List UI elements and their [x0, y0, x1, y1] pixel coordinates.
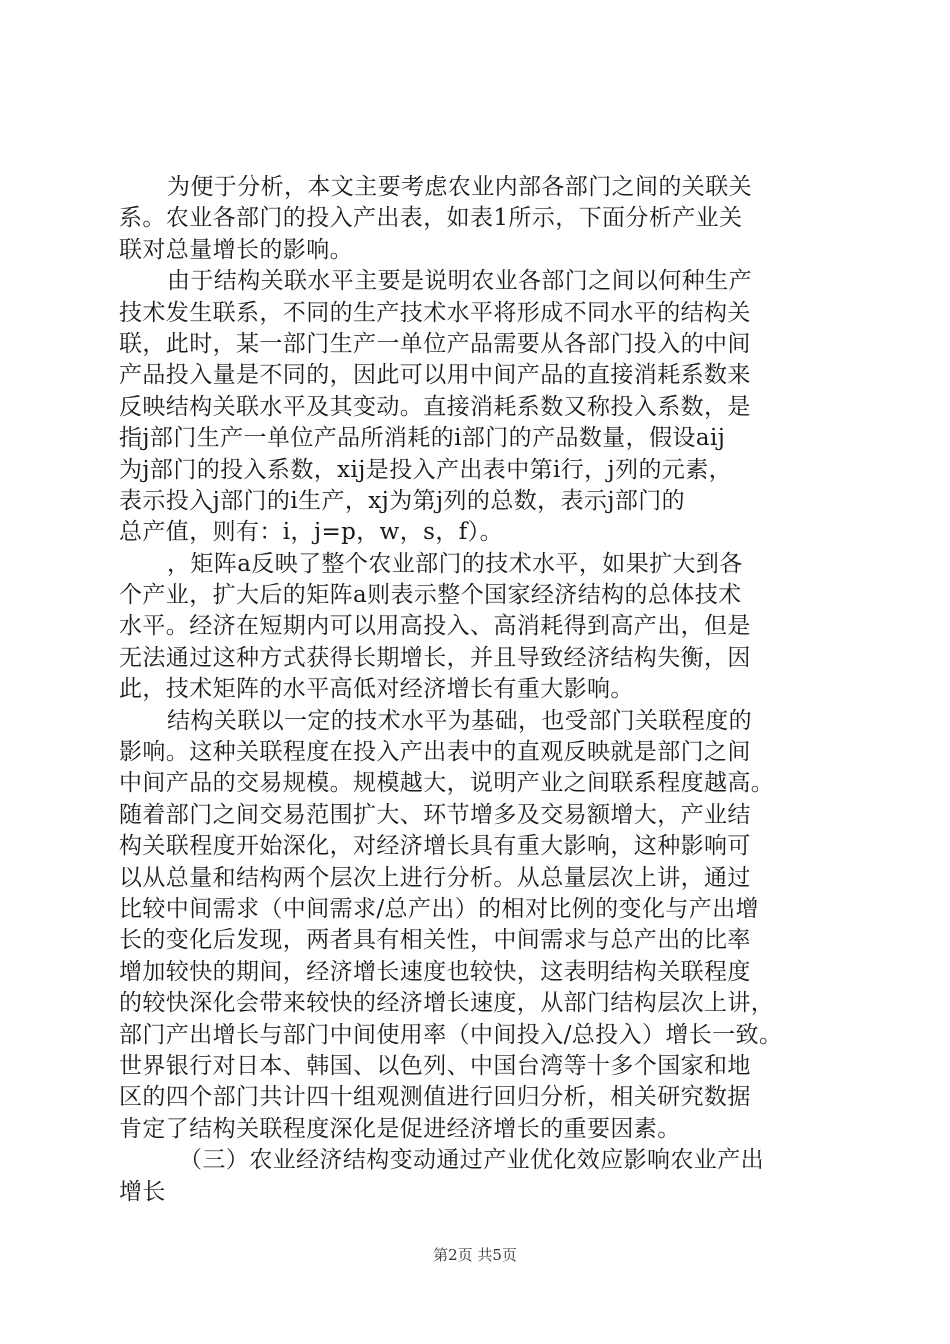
paragraph-3-line: 水平。经济在短期内可以用高投入、高消耗得到高产出，但是 [119, 613, 751, 640]
paragraph-2-line: 为j部门的投入系数，xij是投入产出表中第i行，j列的元素， [119, 456, 733, 483]
paragraph-4-line: 比较中间需求（中间需求/总产出）的相对比例的变化与产出增 [119, 895, 759, 922]
paragraph-3-line: 无法通过这种方式获得长期增长，并且导致经济结构失衡，因 [119, 644, 751, 671]
paragraph-3-line: 个产业，扩大后的矩阵a则表示整个国家经济结构的总体技术 [119, 582, 742, 609]
paragraph-2-line: 技术发生联系，不同的生产技术水平将形成不同水平的结构关 [119, 299, 751, 326]
paragraph-4-line: 长的变化后发现，两者具有相关性，中间需求与总产出的比率 [119, 927, 751, 954]
paragraph-4-line: 的较快深化会带来较快的经济增长速度，从部门结构层次上讲， [119, 990, 775, 1017]
paragraph-2-line: 由于结构关联水平主要是说明农业各部门之间以何种生产 [167, 268, 752, 295]
page-footer: 第2页 共5页 [433, 1246, 517, 1264]
document-body [119, 172, 839, 1208]
paragraph-4-line: 部门产出增长与部门中间使用率（中间投入/总投入）增长一致。 [119, 1021, 783, 1048]
paragraph-1-line: 系。农业各部门的投入产出表，如表1所示，下面分析产业关 [119, 205, 743, 232]
paragraph-5-line: （三）农业经济结构变动通过产业优化效应影响农业产出 [179, 1147, 764, 1174]
paragraph-4-line: 结构关联以一定的技术水平为基础，也受部门关联程度的 [167, 707, 752, 734]
paragraph-2-line: 产品投入量是不同的，因此可以用中间产品的直接消耗系数来 [119, 362, 751, 389]
paragraph-4-line: 中间产品的交易规模。规模越大，说明产业之间联系程度越高。 [119, 770, 775, 797]
paragraph-4-line: 肯定了结构关联程度深化是促进经济增长的重要因素。 [119, 1115, 681, 1142]
paragraph-4-line: 增加较快的期间，经济增长速度也较快，这表明结构关联程度 [119, 958, 751, 985]
paragraph-4-line: 世界银行对日本、韩国、以色列、中国台湾等十多个国家和地 [119, 1052, 751, 1079]
paragraph-2-line: 表示投入j部门的i生产，xj为第j列的总数，表示j部门的 [119, 487, 686, 514]
paragraph-2-line: 反映结构关联水平及其变动。直接消耗系数又称投入系数，是 [119, 393, 751, 420]
paragraph-4-line: 区的四个部门共计四十组观测值进行回归分析，相关研究数据 [119, 1084, 751, 1111]
paragraph-1-line: 为便于分析，本文主要考虑农业内部各部门之间的关联关 [167, 174, 752, 200]
paragraph-1-line: 联对总量增长的影响。 [119, 236, 353, 263]
paragraph-4-line: 构关联程度开始深化，对经济增长具有重大影响，这种影响可 [119, 833, 751, 860]
paragraph-5-line: 增长 [119, 1178, 166, 1205]
paragraph-2-line: 总产值，则有：i，j=p，w，s，f）。 [119, 519, 503, 546]
paragraph-4-line: 以从总量和结构两个层次上进行分析。从总量层次上讲，通过 [119, 864, 751, 891]
paragraph-4-line: 影响。这种关联程度在投入产出表中的直观反映就是部门之间 [119, 739, 751, 766]
paragraph-2-line: 指j部门生产一单位产品所消耗的i部门的产品数量，假设aij [119, 425, 726, 452]
paragraph-3-line: 此，技术矩阵的水平高低对经济增长有重大影响。 [119, 676, 634, 703]
paragraph-3-line: ，矩阵a反映了整个农业部门的技术水平，如果扩大到各 [167, 550, 743, 577]
paragraph-2-line: 联，此时，某一部门生产一单位产品需要从各部门投入的中间 [119, 330, 751, 357]
paragraph-4-line: 随着部门之间交易范围扩大、环节增多及交易额增大，产业结 [119, 801, 751, 828]
